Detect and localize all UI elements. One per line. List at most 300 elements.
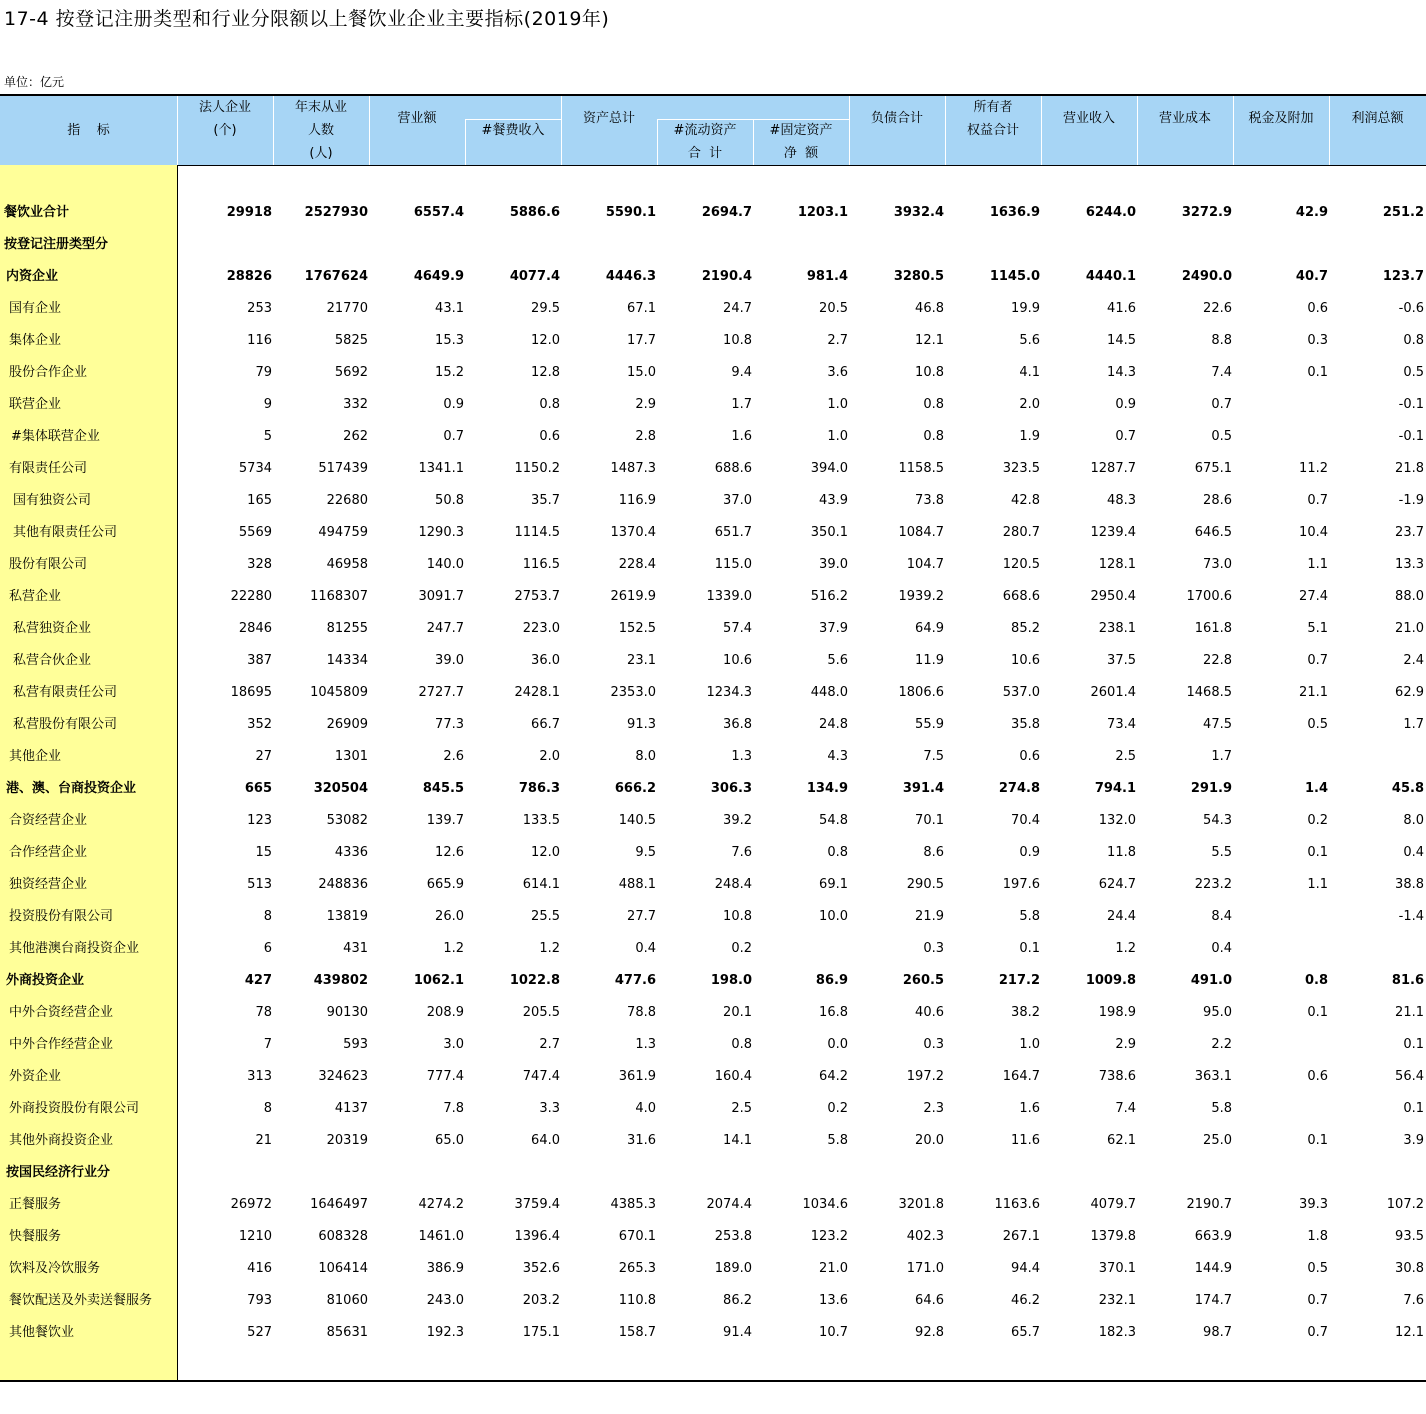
table-cell: 260.5 [902, 973, 944, 988]
table-cell: 2.0 [539, 749, 560, 764]
table-cell: 0.8 [539, 397, 560, 412]
table-cell: 42.8 [1011, 493, 1040, 508]
table-cell: 21.0 [819, 1261, 848, 1276]
table-cell: 158.7 [618, 1325, 656, 1340]
table-row [0, 421, 1426, 453]
header-employees: 年末从业 人数 (人) [294, 100, 347, 161]
table-cell: 2.7 [827, 333, 848, 348]
table-cell: 70.4 [1011, 813, 1040, 828]
table-cell: 2490.0 [1181, 269, 1232, 284]
table-cell: 19.9 [1011, 301, 1040, 316]
table-cell: 0.3 [923, 1037, 944, 1052]
table-cell: 0.8 [923, 429, 944, 444]
table-cell: 12.0 [531, 845, 560, 860]
table-cell: 198.0 [710, 973, 752, 988]
table-cell: 363.1 [1194, 1069, 1232, 1084]
table-cell: 50.8 [435, 493, 464, 508]
table-cell: 5.8 [827, 1133, 848, 1148]
table-cell: 1009.8 [1085, 973, 1136, 988]
header-liabilities: 负债合计 [870, 111, 923, 126]
row-label: 其他有限责任公司 [13, 525, 118, 540]
table-cell: 7.6 [731, 845, 752, 860]
table-cell: 81.6 [1391, 973, 1424, 988]
table-cell: 981.4 [806, 269, 848, 284]
table-cell: 22280 [230, 589, 272, 604]
table-cell: 35.8 [1011, 717, 1040, 732]
table-cell: 537.0 [1002, 685, 1040, 700]
table-cell: 4649.9 [413, 269, 464, 284]
table-row [0, 1253, 1426, 1285]
table-cell: 27.7 [627, 909, 656, 924]
table-cell: 203.2 [522, 1293, 560, 1308]
table-cell: 5886.6 [509, 205, 560, 220]
table-cell: 663.9 [1194, 1229, 1232, 1244]
table-cell: 79 [255, 365, 272, 380]
table-cell: 21.8 [1395, 461, 1424, 476]
table-cell: 14.5 [1107, 333, 1136, 348]
table-cell: 95.0 [1203, 1005, 1232, 1020]
table-cell: 15.0 [627, 365, 656, 380]
table-cell: 3.0 [443, 1037, 464, 1052]
table-cell: 10.6 [723, 653, 752, 668]
row-label: 港、澳、台商投资企业 [6, 781, 137, 796]
table-cell: 197.2 [906, 1069, 944, 1084]
table-cell: 161.8 [1194, 621, 1232, 636]
table-cell: 593 [343, 1037, 368, 1052]
table-cell: 26909 [326, 717, 368, 732]
table-cell: 291.9 [1190, 781, 1232, 796]
table-cell: 2.7 [539, 1037, 560, 1052]
table-cell: 18695 [230, 685, 272, 700]
table-cell: 13819 [326, 909, 368, 924]
table-cell: 86.9 [815, 973, 848, 988]
table-cell: 1.0 [827, 397, 848, 412]
table-cell: 1.2 [443, 941, 464, 956]
table-cell: 1290.3 [418, 525, 464, 540]
table-cell: 439802 [313, 973, 368, 988]
table-cell: 2074.4 [706, 1197, 752, 1212]
table-cell: 0.1 [1307, 845, 1328, 860]
table-cell: 313 [247, 1069, 272, 1084]
table-cell: 9.4 [731, 365, 752, 380]
table-cell: 1767624 [304, 269, 368, 284]
table-cell: 77.3 [435, 717, 464, 732]
table-cell: 11.8 [1107, 845, 1136, 860]
table-cell: 1114.5 [514, 525, 560, 540]
table-cell: 1062.1 [413, 973, 464, 988]
table-cell: 53082 [326, 813, 368, 828]
table-cell: 1158.5 [898, 461, 944, 476]
table-cell: 20.1 [723, 1005, 752, 1020]
table-cell: 40.6 [915, 1005, 944, 1020]
table-cell: 391.4 [902, 781, 944, 796]
table-cell: 1203.1 [797, 205, 848, 220]
row-label: 按国民经济行业分 [6, 1165, 111, 1180]
row-label: 合资经营企业 [9, 813, 88, 828]
table-cell: 39.0 [819, 557, 848, 572]
table-cell: 164.7 [1002, 1069, 1040, 1084]
table-cell: 73.8 [915, 493, 944, 508]
row-label: 其他外商投资企业 [9, 1133, 114, 1148]
table-cell: 0.6 [1307, 1069, 1328, 1084]
table-cell: 160.4 [714, 1069, 752, 1084]
row-label: 股份有限公司 [9, 557, 88, 572]
table-cell: 133.5 [522, 813, 560, 828]
table-cell: 14334 [326, 653, 368, 668]
table-cell: 306.3 [710, 781, 752, 796]
table-cell: 0.2 [1307, 813, 1328, 828]
table-cell: 248836 [318, 877, 368, 892]
table-cell: 248.4 [714, 877, 752, 892]
table-cell: 91.4 [723, 1325, 752, 1340]
table-cell: 39.2 [723, 813, 752, 828]
table-cell: 491.0 [1190, 973, 1232, 988]
row-label: 按登记注册类型分 [4, 237, 109, 252]
table-cell: 228.4 [618, 557, 656, 572]
table-cell: 0.8 [827, 845, 848, 860]
table-cell: 17.7 [627, 333, 656, 348]
table-cell: 10.0 [819, 909, 848, 924]
table-cell: 217.2 [998, 973, 1040, 988]
row-label: 投资股份有限公司 [9, 909, 114, 924]
table-cell: 106414 [318, 1261, 368, 1276]
table-row [0, 485, 1426, 517]
table-cell: 0.0 [827, 1037, 848, 1052]
table-row [0, 325, 1426, 357]
table-cell: 37.5 [1107, 653, 1136, 668]
table-cell: 0.9 [443, 397, 464, 412]
table-cell: 8.0 [1403, 813, 1424, 828]
table-cell: 1234.3 [706, 685, 752, 700]
table-cell: 2190.7 [1186, 1197, 1232, 1212]
table-cell: 243.0 [426, 1293, 464, 1308]
table-cell: 139.7 [426, 813, 464, 828]
table-cell: 65.0 [435, 1133, 464, 1148]
table-cell: 24.7 [723, 301, 752, 316]
table-cell: 3.6 [827, 365, 848, 380]
row-label: 国有企业 [9, 301, 62, 316]
table-row [0, 389, 1426, 421]
table-cell: 1034.6 [802, 1197, 848, 1212]
table-cell: 238.1 [1098, 621, 1136, 636]
table-cell: 1168307 [310, 589, 368, 604]
table-cell: 0.8 [731, 1037, 752, 1052]
table-row [0, 1285, 1426, 1317]
table-cell: 324623 [318, 1069, 368, 1084]
table-cell: 94.4 [1011, 1261, 1040, 1276]
table-cell: 8.0 [635, 749, 656, 764]
row-label: 私营独资企业 [13, 621, 92, 636]
table-cell: 4336 [334, 845, 368, 860]
table-cell: 20.0 [915, 1133, 944, 1148]
table-cell: 120.5 [1002, 557, 1040, 572]
table-cell: 8 [263, 909, 272, 924]
table-cell: 81255 [326, 621, 368, 636]
table-cell: 0.5 [1307, 717, 1328, 732]
table-cell: 15.2 [435, 365, 464, 380]
table-cell: 22.8 [1203, 653, 1232, 668]
row-label: 正餐服务 [9, 1197, 62, 1212]
table-cell: 8 [263, 1101, 272, 1116]
table-cell: 488.1 [618, 877, 656, 892]
table-cell: 64.2 [819, 1069, 848, 1084]
table-cell: 670.1 [618, 1229, 656, 1244]
table-cell: 5.8 [1019, 909, 1040, 924]
table-cell: 1.3 [731, 749, 752, 764]
table-cell: -0.1 [1398, 397, 1424, 412]
table-cell: 16.8 [819, 1005, 848, 1020]
table-cell: 2.3 [923, 1101, 944, 1116]
table-cell: 2.9 [1115, 1037, 1136, 1052]
table-row [0, 965, 1426, 997]
table-cell: 4.1 [1019, 365, 1040, 380]
table-cell: 3.9 [1403, 1133, 1424, 1148]
header-fixed-assets: #固定资产 净 额 [769, 123, 833, 161]
table-cell: 0.8 [1403, 333, 1424, 348]
table-cell: 39.3 [1299, 1197, 1328, 1212]
table-cell: 25.5 [531, 909, 560, 924]
table-cell: 1.6 [731, 429, 752, 444]
table-cell: 4137 [334, 1101, 368, 1116]
table-cell: 232.1 [1098, 1293, 1136, 1308]
row-label: 其他港澳台商投资企业 [9, 941, 140, 956]
row-label: 集体企业 [9, 333, 62, 348]
table-cell: 7.8 [443, 1101, 464, 1116]
table-cell: 165 [247, 493, 272, 508]
table-cell: 208.9 [426, 1005, 464, 1020]
table-cell: 46.2 [1011, 1293, 1040, 1308]
table-cell: 7.5 [923, 749, 944, 764]
row-label: 内资企业 [6, 269, 59, 284]
table-cell: 30.8 [1395, 1261, 1424, 1276]
table-cell: 12.8 [531, 365, 560, 380]
table-cell: 3091.7 [418, 589, 464, 604]
table-cell: 43.9 [819, 493, 848, 508]
table-cell: 36.8 [723, 717, 752, 732]
table-cell: 0.7 [1115, 429, 1136, 444]
table-cell: 90130 [326, 1005, 368, 1020]
table-cell: 69.1 [819, 877, 848, 892]
table-cell: 37.0 [723, 493, 752, 508]
table-cell: 2.9 [635, 397, 656, 412]
table-cell: 793 [247, 1293, 272, 1308]
table-row [0, 549, 1426, 581]
table-cell: 40.7 [1295, 269, 1328, 284]
table-cell: 1461.0 [418, 1229, 464, 1244]
table-cell: 9.5 [635, 845, 656, 860]
table-cell: 1.1 [1307, 877, 1328, 892]
table-cell: 144.9 [1194, 1261, 1232, 1276]
table-cell: 62.1 [1107, 1133, 1136, 1148]
row-label: 外商投资企业 [6, 973, 85, 988]
table-cell: 27 [255, 749, 272, 764]
table-cell: 747.4 [522, 1069, 560, 1084]
table-cell: 13.3 [1395, 557, 1424, 572]
table-cell: 67.1 [627, 301, 656, 316]
table-cell: 370.1 [1098, 1261, 1136, 1276]
table-cell: 1636.9 [989, 205, 1040, 220]
table-cell: 0.4 [1403, 845, 1424, 860]
table-cell: 386.9 [426, 1261, 464, 1276]
table-cell: 2694.7 [701, 205, 752, 220]
table-cell: 387 [247, 653, 272, 668]
table-cell: 253.8 [714, 1229, 752, 1244]
table-cell: 24.4 [1107, 909, 1136, 924]
table-cell: 10.4 [1299, 525, 1328, 540]
table-cell: -1.9 [1398, 493, 1424, 508]
table-cell: 5734 [238, 461, 272, 476]
table-cell: 23.1 [627, 653, 656, 668]
header-legal-entities: 法人企业 (个) [198, 100, 251, 138]
table-row [0, 1125, 1426, 1157]
table-cell: 2.6 [443, 749, 464, 764]
table-cell: 1.7 [1211, 749, 1232, 764]
table-cell: 513 [247, 877, 272, 892]
table-row [0, 1029, 1426, 1061]
table-row [0, 805, 1426, 837]
table-cell: 38.2 [1011, 1005, 1040, 1020]
row-label: 国有独资公司 [13, 493, 92, 508]
table-row [0, 869, 1426, 901]
table-cell: 1.9 [1019, 429, 1040, 444]
header-indicator: 指 标 [67, 123, 110, 138]
table-cell: 15.3 [435, 333, 464, 348]
table-cell: 1396.4 [514, 1229, 560, 1244]
table-cell: 1.4 [1304, 781, 1328, 796]
table-cell: 42.9 [1295, 205, 1328, 220]
row-label: 餐饮业合计 [4, 205, 70, 220]
row-label: 外商投资股份有限公司 [9, 1101, 140, 1116]
table-cell: 23.7 [1395, 525, 1424, 540]
header-tax: 税金及附加 [1248, 111, 1314, 126]
table-cell: 2950.4 [1090, 589, 1136, 604]
table-cell: 123 [247, 813, 272, 828]
unit-label: 单位：亿元 [4, 75, 65, 89]
table-cell: 0.9 [1115, 397, 1136, 412]
table-cell: 0.9 [1019, 845, 1040, 860]
table-cell: 64.0 [531, 1133, 560, 1148]
table-row [0, 261, 1426, 293]
table-cell: 0.5 [1307, 1261, 1328, 1276]
table-cell: 1.6 [1019, 1101, 1040, 1116]
table-cell: 777.4 [426, 1069, 464, 1084]
table-cell: 4385.3 [610, 1197, 656, 1212]
row-label: 中外合资经营企业 [9, 1005, 114, 1020]
table-cell: 5.6 [827, 653, 848, 668]
table-cell: 262 [343, 429, 368, 444]
table-cell: 10.8 [723, 909, 752, 924]
table-row [0, 357, 1426, 389]
table-cell: 0.6 [539, 429, 560, 444]
table-cell: 140.0 [426, 557, 464, 572]
table-cell: 5.8 [1211, 1101, 1232, 1116]
table-cell: 1339.0 [706, 589, 752, 604]
table-cell: 352 [247, 717, 272, 732]
table-cell: 0.3 [1307, 333, 1328, 348]
row-label: 私营企业 [9, 589, 62, 604]
row-label: 饮料及冷饮服务 [9, 1261, 101, 1276]
table-cell: 123.2 [810, 1229, 848, 1244]
table-cell: 39.0 [435, 653, 464, 668]
table-cell: 26972 [230, 1197, 272, 1212]
table-cell: 104.7 [906, 557, 944, 572]
table-cell: 2.8 [635, 429, 656, 444]
table-cell: 1.8 [1307, 1229, 1328, 1244]
table-cell: 35.7 [531, 493, 560, 508]
table-cell: 11.6 [1011, 1133, 1040, 1148]
table-row [0, 677, 1426, 709]
table-cell: 0.1 [1019, 941, 1040, 956]
table-cell: 1.2 [539, 941, 560, 956]
table-cell: 107.2 [1386, 1197, 1424, 1212]
table-cell: 64.9 [915, 621, 944, 636]
table-cell: 189.0 [714, 1261, 752, 1276]
table-header [0, 96, 1426, 165]
table-cell: 332 [343, 397, 368, 412]
table-cell: 5590.1 [605, 205, 656, 220]
table-cell: 182.3 [1098, 1325, 1136, 1340]
header-total-assets: 资产总计 [582, 111, 635, 126]
table-cell: 21.1 [1299, 685, 1328, 700]
table-cell: 134.9 [806, 781, 848, 796]
table-cell: 2619.9 [610, 589, 656, 604]
table-cell: 2.5 [1115, 749, 1136, 764]
table-cell: 3759.4 [514, 1197, 560, 1212]
table-cell: 54.3 [1203, 813, 1232, 828]
table-cell: 427 [244, 973, 272, 988]
table-cell: 517439 [318, 461, 368, 476]
table-cell: 394.0 [810, 461, 848, 476]
table-cell: 0.1 [1307, 1005, 1328, 1020]
table-cell: 22.6 [1203, 301, 1232, 316]
table-row [0, 229, 1426, 261]
table-cell: 4079.7 [1090, 1197, 1136, 1212]
table-cell: 86.2 [723, 1293, 752, 1308]
table-cell: 0.5 [1403, 365, 1424, 380]
table-cell: 431 [343, 941, 368, 956]
table-cell: 253 [247, 301, 272, 316]
table-cell: 448.0 [810, 685, 848, 700]
header-profit: 利润总额 [1351, 111, 1404, 126]
table-cell: 0.8 [923, 397, 944, 412]
table-row [0, 613, 1426, 645]
table-cell: 688.6 [714, 461, 752, 476]
table-cell: 608328 [318, 1229, 368, 1244]
table-row [0, 1317, 1426, 1349]
table-cell: 92.8 [915, 1325, 944, 1340]
table-row [0, 645, 1426, 677]
table-cell: 328 [247, 557, 272, 572]
table-row [0, 837, 1426, 869]
table-cell: -0.1 [1398, 429, 1424, 444]
table-cell: 223.2 [1194, 877, 1232, 892]
table-cell: 1700.6 [1186, 589, 1232, 604]
row-label: 独资经营企业 [9, 877, 88, 892]
table-cell: 78 [255, 1005, 272, 1020]
table-cell: 14.1 [723, 1133, 752, 1148]
table-cell: 845.5 [422, 781, 464, 796]
table-cell: 8.8 [1211, 333, 1232, 348]
table-cell: 4077.4 [509, 269, 560, 284]
table-cell: 1646497 [310, 1197, 368, 1212]
table-cell: 1487.3 [610, 461, 656, 476]
table-cell: 1341.1 [418, 461, 464, 476]
table-cell: 62.9 [1395, 685, 1424, 700]
table-cell: 46958 [326, 557, 368, 572]
row-label: 外资企业 [9, 1069, 62, 1084]
table-cell: 88.0 [1395, 589, 1424, 604]
table-cell: 3201.8 [898, 1197, 944, 1212]
